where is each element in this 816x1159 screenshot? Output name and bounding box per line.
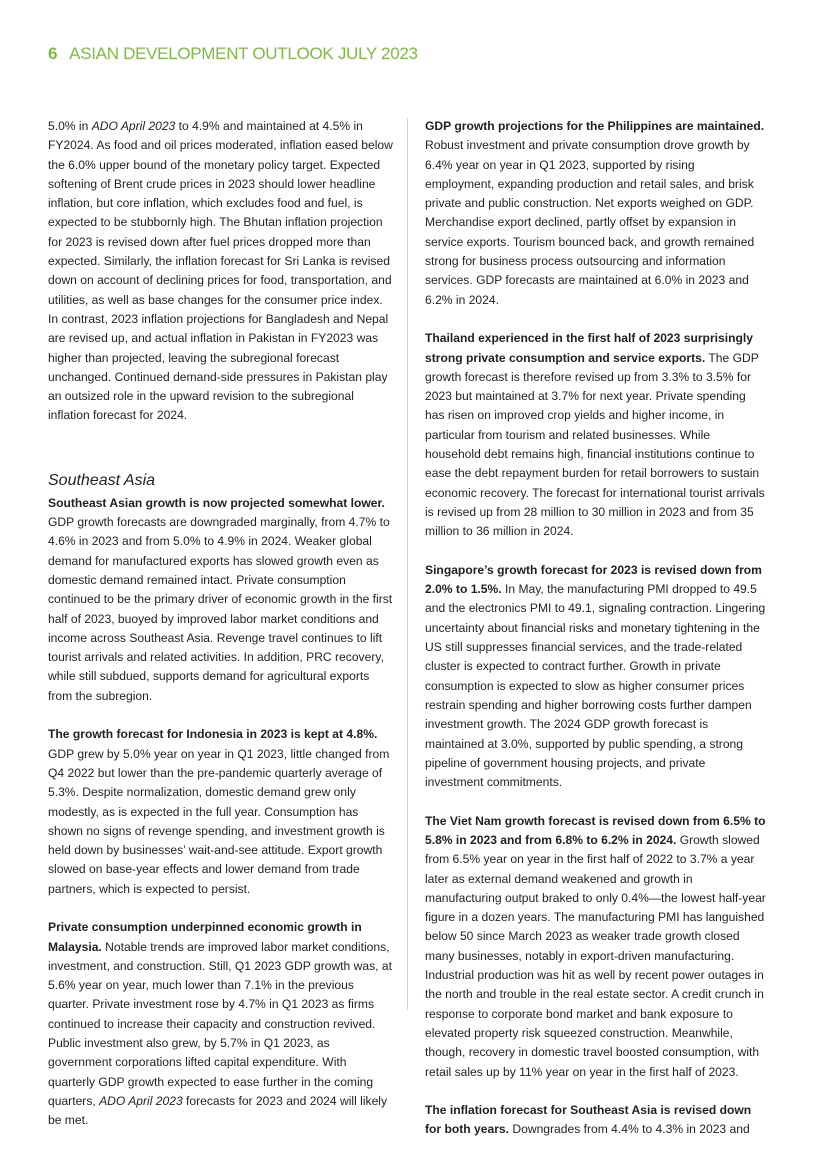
publication-ref: ADO April 2023 xyxy=(99,1093,183,1108)
paragraph-viet-nam xyxy=(425,812,767,1082)
lead-sentence: The inflation forecast for Southeast Asia is revised down for both years. xyxy=(425,1103,752,1137)
text: Downgrades from 4.4% to 4.3% in 2023 and xyxy=(509,1122,750,1137)
paragraph-southeast-asia xyxy=(48,494,393,706)
text: In May, the manufacturing PMI dropped to 49.5 and the electronics PMI to 49.1, signaling contraction. Lingering uncertainty about financial risks and monetary tightening in the US still suppresses financial services, and the trade-related cluster is expected to contract further. Growth in private consumption is expected to slow as higher consumer prices restrain spending and higher borrowing costs further dampen investment growth. The 2024 GDP growth forecast is maintained at 3.0%, supported by public spending, a strong pipeline of government housing projects, and private investment commitments. xyxy=(425,582,766,790)
text: 5.0% in xyxy=(48,119,92,133)
section-heading: Southeast Asia xyxy=(48,471,156,489)
text: GDP growth forecasts are downgraded marginally, from 4.7% to 4.6% in 2023 and from 5.0% to 4.9% in 2024. Weaker global demand for manufactured exports has slowed growth even as domestic demand remained intact. Private consumption continued to be the primary driver of economic growth in the first half of 2023, buoyed by improved labor market conditions and income across Southeast Asia. Revenge travel continues to lift tourist arrivals and related activities. In addition, PRC recovery, while still subdued, supports demand for agricultural exports from the subregion. xyxy=(48,515,393,703)
text: Notable trends are improved labor market conditions, investment, and construction. Still, Q1 2023 GDP growth was, at 5.6% year on year, much lower than 7.1% in the previous quarter. Private investment rose by 4.7% in Q1 2023 as firms continued to increase their capacity and construction revived. Public investment also grew, by 5.7% in Q1 2023, as government corporations lifted capital expenditure. With quarterly GDP growth expected to ease further in the coming quarters, xyxy=(48,939,392,1108)
page-number: 6 xyxy=(48,44,58,63)
text: to 4.9% and maintained at 4.5% in FY2024. As food and oil prices moderated, inflation eased below the 6.0% upper bound of the monetary policy target. Expected softening of Brent crude prices in 2023 should lower headline inflation, but core inflation, which excludes food and fuel, is expected to be stubbornly high. The Bhutan inflation projection for 2023 is revised down after fuel prices dropped more than expected. Similarly, the inflation forecast for Sri Lanka is revised down on account of declining prices for food, transportation, and utilities, as well as base changes for the consumer price index. In contrast, 2023 inflation projections for Bangladesh and Nepal are revised up, and actual inflation in Pakistan in FY2023 was higher than projected, leaving the subregional forecast unchanged. Continued demand-side pressures in Pakistan play an outsized role in the upward revision to the subregional inflation forecast for 2024. xyxy=(48,119,393,423)
text: Robust investment and private consumption drove growth by 6.4% year on year in Q1 2023, supported by rising employment, expanding production and retail sales, and brisk private and public construction. Net exports weighed on GDP. Merchandise export declined, partly offset by expansion in service exports. Tourism bounced back, and growth remained strong for business process outsourcing and information services. GDP forecasts are maintained at 6.0% in 2023 and 6.2% in 2024. xyxy=(425,138,755,307)
lead-sentence: Private consumption underpinned economic growth in Malaysia. xyxy=(48,920,362,954)
running-header xyxy=(48,44,418,64)
paragraph-singapore xyxy=(425,561,767,793)
publication-ref: ADO April 2023 xyxy=(91,119,176,133)
text: The GDP growth forecast is therefore revised up from 3.3% to 3.5% for 2023 but maintained at 3.7% for next year. Private spending has risen on improved crop yields and higher income, in particular from tourism and related businesses. While household debt remains high, financial institutions continue to ease the debt repayment burden for retail borrowers to sustain economic recovery. The forecast for international tourist arrivals is revised up from 28 million to 30 million in 2023 and from 35 million to 36 million in 2024. xyxy=(425,350,765,539)
lead-sentence: Southeast Asian growth is now projected somewhat lower. xyxy=(48,495,385,510)
lead-sentence: The Viet Nam growth forecast is revised down from 6.5% to 5.8% in 2023 and from 6.8% to 6.2% in 2024. xyxy=(425,813,766,847)
right-column xyxy=(425,117,767,1159)
paragraph-malaysia xyxy=(48,918,393,1130)
text: Growth slowed from 6.5% year on year in the first half of 2022 to 3.7% a year later as external demand weakened and growth in manufacturing output braked to only 0.4%—the lowest half-year figure in a dozen years. The manufacturing PMI has languished below 50 since March 2023 as weaker trade growth closed many businesses, notably in export-driven manufacturing. Industrial production was hit as well by recent power outages in the north and trouble in the real estate sector. A credit crunch in response to corporate bond market and bank exposure to elevated property risk squeezed construction. Meanwhile, though, recovery in domestic travel boosted consumption, with retail sales up by 11% year on year in the first half of 2023. xyxy=(425,832,766,1079)
paragraph-philippines xyxy=(425,117,767,310)
column-divider xyxy=(407,118,408,1010)
paragraph-indonesia xyxy=(48,725,393,899)
paragraph-thailand xyxy=(425,329,767,541)
paragraph-south-asia-inflation xyxy=(48,117,393,426)
paragraph-inflation-southeast-asia xyxy=(425,1101,767,1140)
left-column xyxy=(48,117,393,1150)
lead-sentence: Singapore’s growth forecast for 2023 is revised down from 2.0% to 1.5%. xyxy=(425,562,762,597)
lead-sentence: Thailand experienced in the first half of 2023 surprisingly strong private consumption and service exports. xyxy=(425,331,753,365)
lead-sentence: GDP growth projections for the Philippines are maintained. xyxy=(425,119,765,133)
publication-title: ASIAN DEVELOPMENT OUTLOOK JULY 2023 xyxy=(69,44,418,63)
lead-sentence: The growth forecast for Indonesia in 2023 is kept at 4.8%. xyxy=(48,727,378,742)
text: GDP grew by 5.0% year on year in Q1 2023, little changed from Q4 2022 but lower than the pre-pandemic quarterly average of 5.3%. Despite normalization, domestic demand grew only modestly, as is expected in the full year. Consumption has shown no signs of revenge spending, and investment growth is held down by businesses’ wait-and-see attitude. Export growth slowed on base-year effects and lower demand from trade partners, which is expected to persist. xyxy=(48,746,390,896)
text: forecasts for 2023 and 2024 will likely be met. xyxy=(48,1093,388,1128)
